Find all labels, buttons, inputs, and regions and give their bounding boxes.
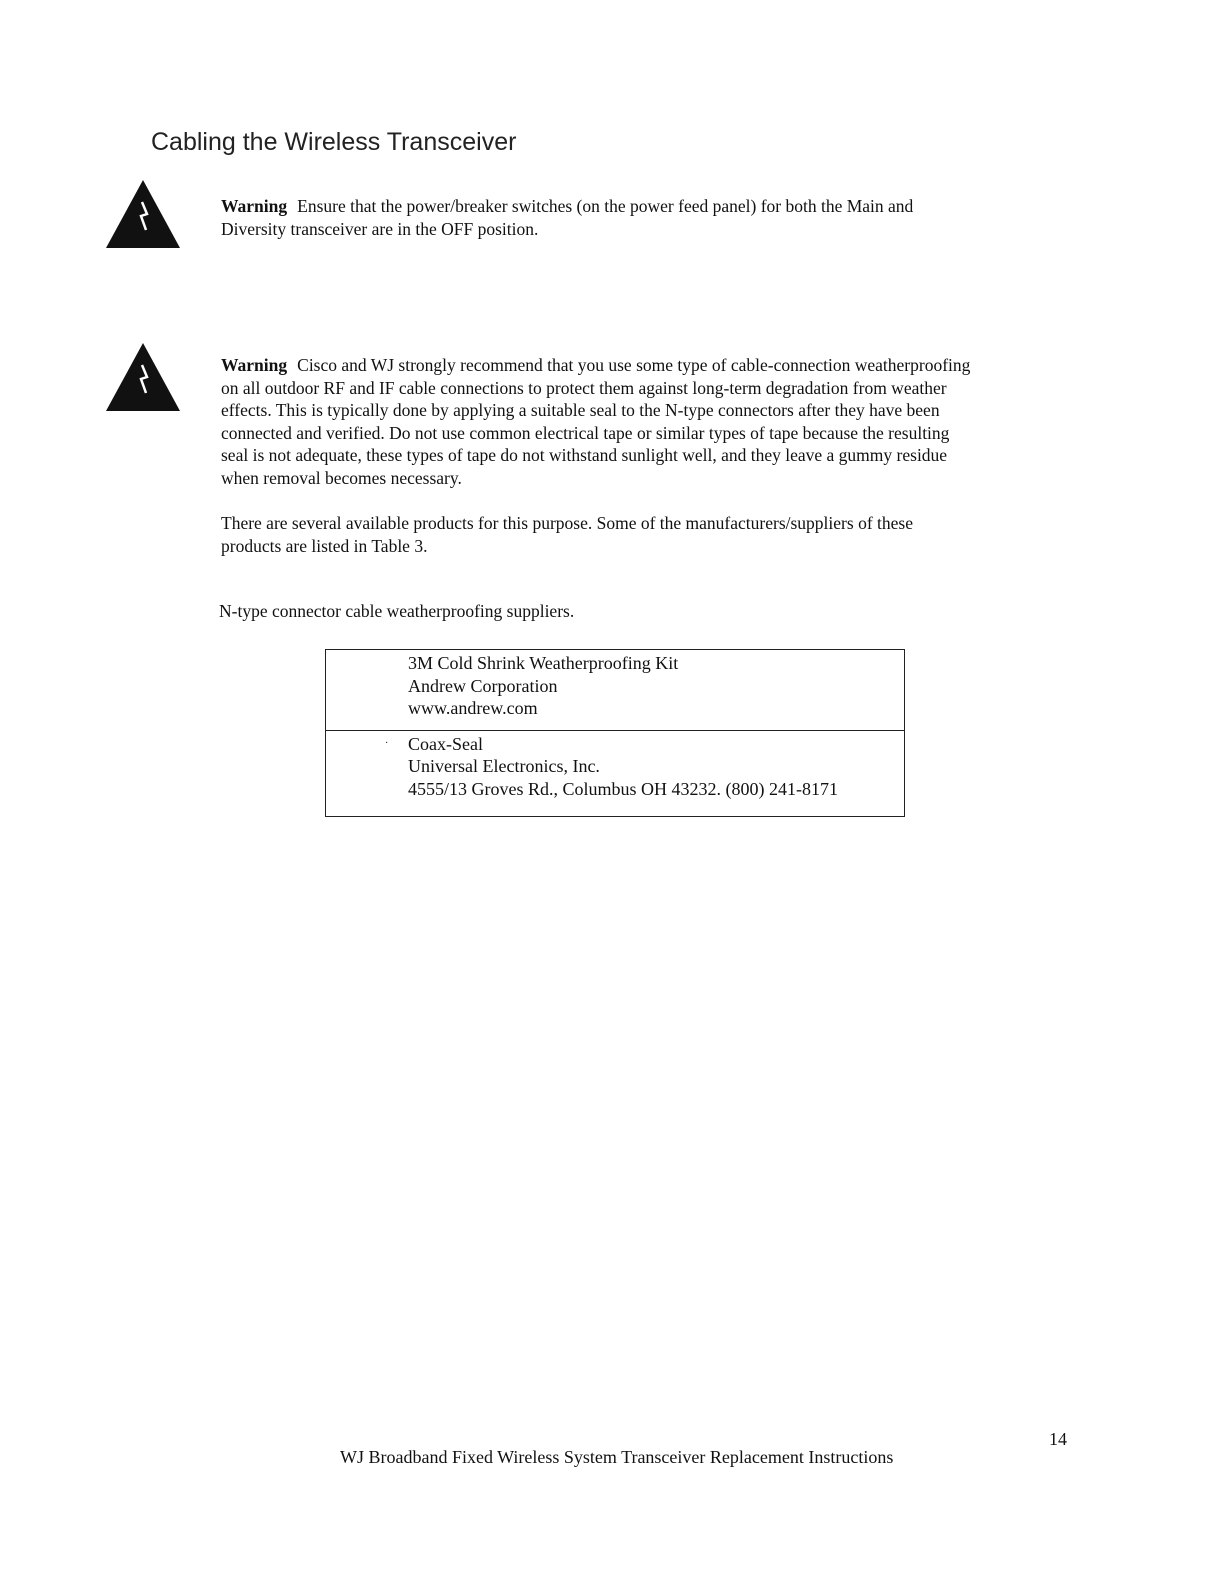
warning-line: when removal becomes necessary. bbox=[221, 467, 462, 488]
supplier-product: Coax-Seal bbox=[408, 733, 483, 754]
page-title: Cabling the Wireless Transceiver bbox=[151, 128, 517, 156]
warning-line: Cisco and WJ strongly recommend that you use some type of cable-connection weatherproofing bbox=[297, 355, 971, 375]
warning-line: on all outdoor RF and IF cable connections to protect them against long-term degradation from weather bbox=[221, 377, 947, 398]
suppliers-table bbox=[325, 649, 905, 817]
supplier-company: Andrew Corporation bbox=[408, 675, 558, 696]
supplier-product: 3M Cold Shrink Weatherproofing Kit bbox=[408, 653, 679, 673]
warning-line: Diversity transceiver are in the OFF position. bbox=[221, 218, 539, 239]
warning-triangle-icon bbox=[106, 180, 180, 248]
warning-ensure-power-off bbox=[221, 195, 913, 240]
paragraph-line: products are listed in Table 3. bbox=[221, 535, 428, 556]
warning-line: connected and verified. Do not use common electrical tape or similar types of tape because the resulting bbox=[221, 422, 950, 443]
stray-mark: · bbox=[385, 737, 389, 749]
supplier-company: Universal Electronics, Inc. bbox=[408, 756, 600, 776]
page-footer: WJ Broadband Fixed Wireless System Transceiver Replacement Instructions bbox=[340, 1447, 894, 1467]
warning-triangle-icon bbox=[106, 343, 180, 411]
page-number: 14 bbox=[1049, 1429, 1067, 1449]
supplier-row bbox=[326, 731, 904, 817]
warning-label: Warning bbox=[221, 196, 288, 216]
warning-weatherproofing bbox=[221, 354, 970, 489]
supplier-row bbox=[326, 650, 904, 731]
warning-label: Warning bbox=[221, 355, 288, 375]
warning-line: Ensure that the power/breaker switches (on the power feed panel) for both the Main and bbox=[297, 196, 914, 216]
table-caption: N-type connector cable weatherproofing suppliers. bbox=[219, 601, 575, 621]
warning-line: seal is not adequate, these types of tape do not withstand sunlight well, and they leave a gummy residue bbox=[221, 445, 948, 465]
supplier-contact: www.andrew.com bbox=[408, 698, 538, 718]
warning-line: effects. This is typically done by applying a suitable seal to the N-type connectors after they have been bbox=[221, 400, 940, 420]
paragraph-line: There are several available products for this purpose. Some of the manufacturers/suppliers of these bbox=[221, 513, 913, 533]
products-paragraph bbox=[221, 512, 913, 557]
supplier-contact: 4555/13 Groves Rd., Columbus OH 43232. (800) 241-8171 bbox=[408, 778, 838, 799]
